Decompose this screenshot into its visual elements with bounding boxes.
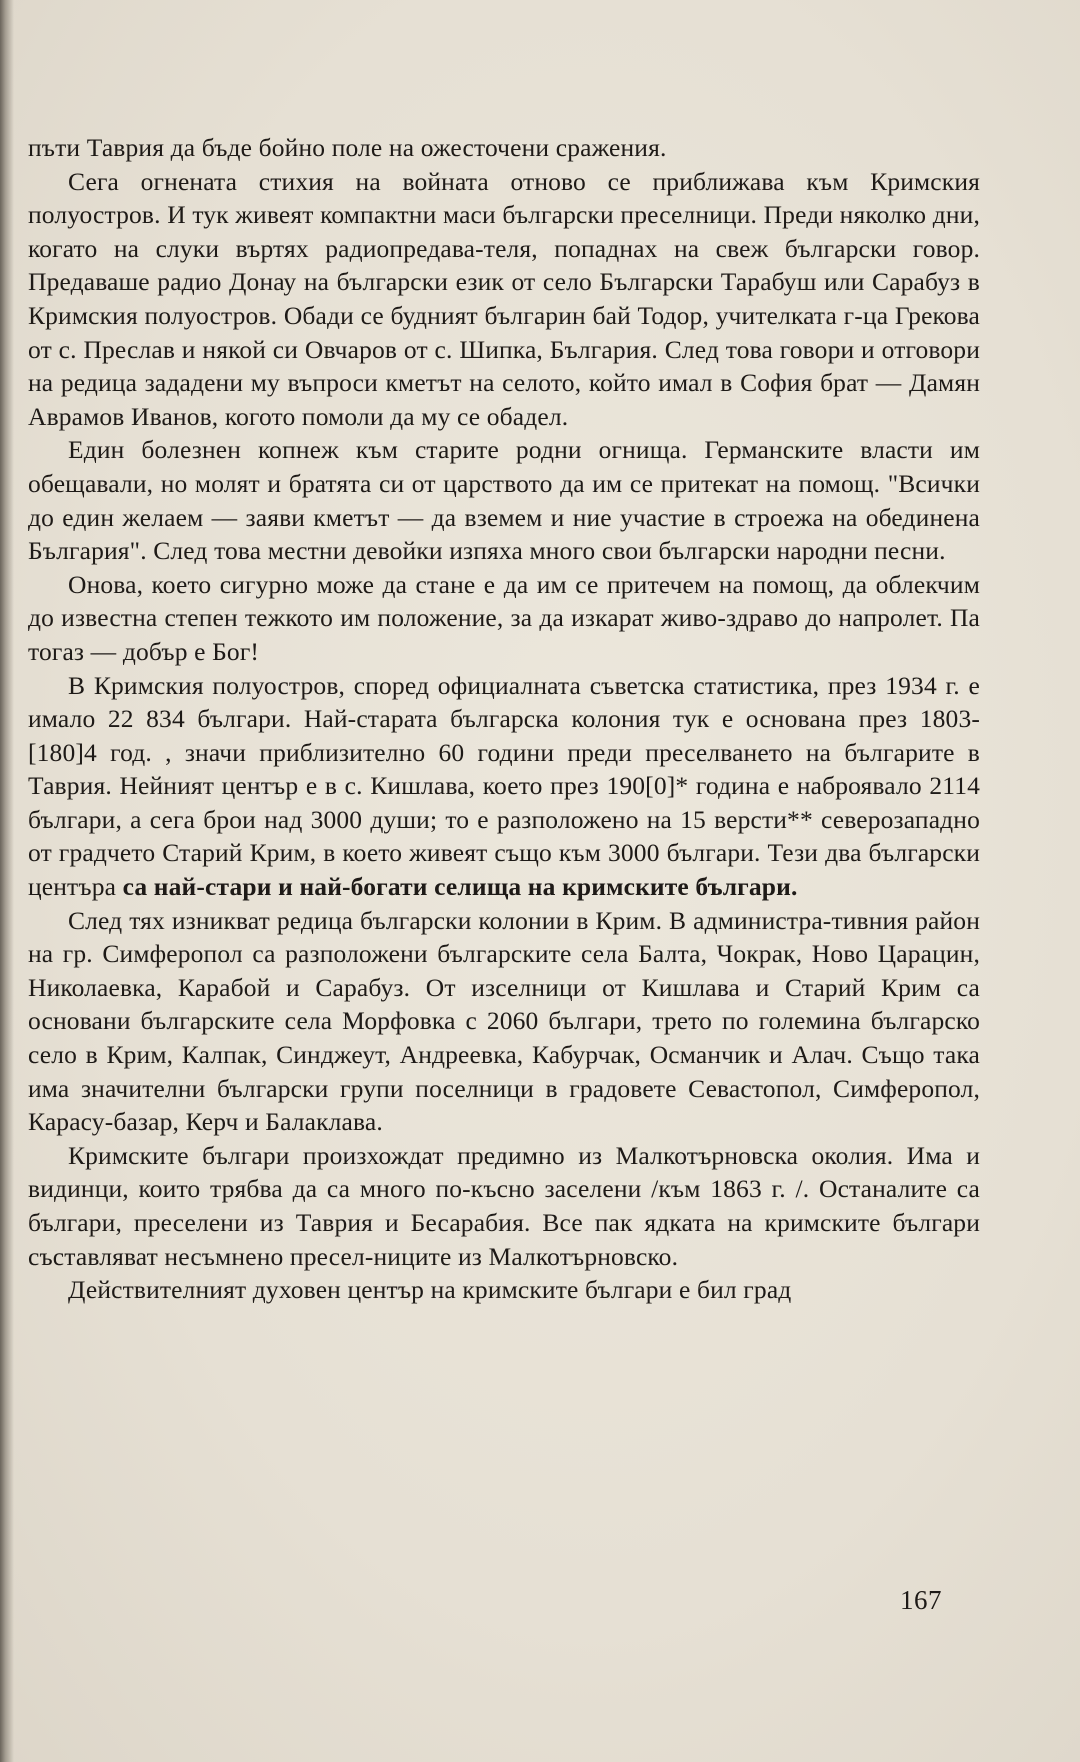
body-text	[28, 131, 980, 1307]
paragraph-continuation: пъти Таврия да бъде бойно поле на ожесточени сражения.	[28, 133, 667, 162]
page-number: 167	[900, 1585, 942, 1615]
paragraph-statistics	[28, 669, 980, 904]
paragraph-statistics-period: .	[790, 872, 798, 902]
paragraph-origins: Кримските българи произхождат предимно из Малкотърновска околия. Има и видинци, които трябва да са много по-късно заселени /към 1863 г. /. Останалите са българи, преселени из Таврия и Бесарабия. Все пак ядката на кримските българи съставляват несъмнено пресел-ниците из Малкотърновско.	[28, 1140, 980, 1271]
paragraph-statistics-text: В Кримския полуостров, според официалната съветска статистика, през 1934 г. е имало 22 834 българи. Най-старата българска колония тук е основана през 1803-[180]4 год. , значи приблизително 60 години преди преселването на българите в Таврия. Нейният център е в с. Кишлава, което през 190[0]* година е наброявало 2114 българи, а сега брои над 3000 души; то е разположено на 15 версти** северозападно от градчето Старий Крим, в което живеят също към 3000 българи. Тези два български центъра	[28, 670, 980, 902]
paragraph-crimean-radio: Сега огнената стихия на войната отново се приближава към Кримския полуостров. И тук живеят компактни маси български преселници. Преди няколко дни, когато на слуки въртях радиопредава-теля, попаднах на свеж български говор. Предаваше радио Донау на български език от село Български Тарабуш или Сарабуз в Кримския полуостров. Обади се будният българин бай Тодор, учителката г-ца Грекова от с. Преслав и някой си Овчаров от с. Шипка, България. След това говори и отговори на редица зададени му въпроси кметът на селото, който имал в София брат — Дамян Аврамов Иванов, когото помоли да му се обадел.	[28, 166, 980, 431]
binding-shadow	[0, 0, 14, 1762]
paragraph-help: Онова, което сигурно може да стане е да им се притечем на помощ, да облекчим до известна степен тежкото им положение, за да изкарат живо-здраво до напролет. Па тогаз — добър е Бог!	[28, 569, 980, 666]
paragraph-spiritual-center: Действителният духовен център на кримските българи е бил град	[68, 1275, 792, 1305]
paragraph-longing: Един болезнен копнеж към старите родни огнища. Германските власти им обещавали, но молят и братята си от царството да им се притекат на помощ. "Всички до един желаем — заяви кметът — да вземем и ние участие в строежа на обединена България". След това местни девойки изпяха много свои български народни песни.	[28, 435, 980, 566]
paragraph-colonies: След тях изникват редица български колонии в Крим. В администра-тивния район на гр. Симферопол са разположени българските села Балта, Чокрак, Ново Царацин, Николаевка, Карабой и Сарабуз. От изселници от Кишлава и Старий Крим са основани българските села Морфовка с 2060 българи, трето по големина българско село в Крим, Калпак, Синджеут, Андреевка, Кабурчак, Османчик и Алач. Също така има значителни български групи поселници в градовете Севастопол, Симферопол, Карасу-базар, Керч и Балаклава.	[28, 905, 980, 1137]
paragraph-statistics-bold: са най-стари и най-богати селища на кримските българи	[122, 872, 791, 902]
